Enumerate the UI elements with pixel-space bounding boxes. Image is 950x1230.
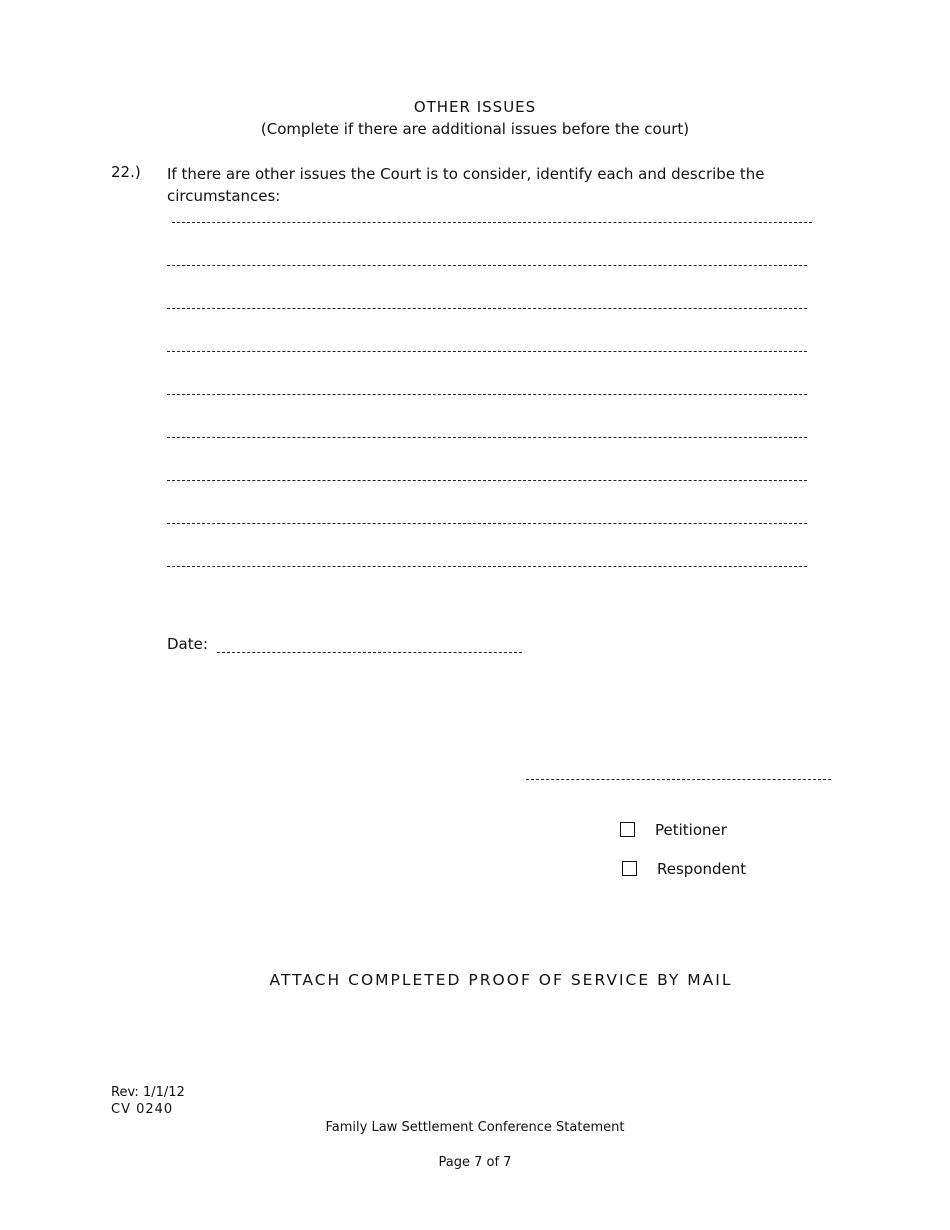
- form-number: CV 0240: [111, 1102, 174, 1117]
- answer-line-8[interactable]: [167, 523, 807, 524]
- answer-line-2[interactable]: [167, 265, 807, 266]
- answer-line-7[interactable]: [167, 480, 807, 481]
- petitioner-checkbox[interactable]: [620, 822, 635, 837]
- date-field[interactable]: [217, 652, 522, 653]
- answer-line-6[interactable]: [167, 437, 807, 438]
- signature-field[interactable]: [526, 779, 831, 780]
- answer-line-5[interactable]: [167, 394, 807, 395]
- respondent-label: Respondent: [657, 860, 747, 878]
- petitioner-label: Petitioner: [655, 821, 727, 839]
- answer-line-1[interactable]: [172, 222, 812, 223]
- revision-date: Rev: 1/1/12: [111, 1085, 185, 1100]
- proof-of-service-notice: ATTACH COMPLETED PROOF OF SERVICE BY MAIL: [269, 971, 733, 989]
- footer-form-title: Family Law Settlement Conference Statement: [325, 1120, 625, 1135]
- answer-line-9[interactable]: [167, 566, 807, 567]
- answer-line-4[interactable]: [167, 351, 807, 352]
- date-label: Date:: [167, 635, 208, 653]
- section-title: OTHER ISSUES: [413, 98, 537, 116]
- page-number: Page 7 of 7: [438, 1155, 512, 1170]
- respondent-checkbox[interactable]: [622, 861, 637, 876]
- item-number: 22.): [111, 163, 141, 181]
- item-text: If there are other issues the Court is to consider, identify each and describe the circumstances:: [167, 165, 765, 205]
- answer-line-3[interactable]: [167, 308, 807, 309]
- section-subtitle: (Complete if there are additional issues before the court): [260, 120, 690, 138]
